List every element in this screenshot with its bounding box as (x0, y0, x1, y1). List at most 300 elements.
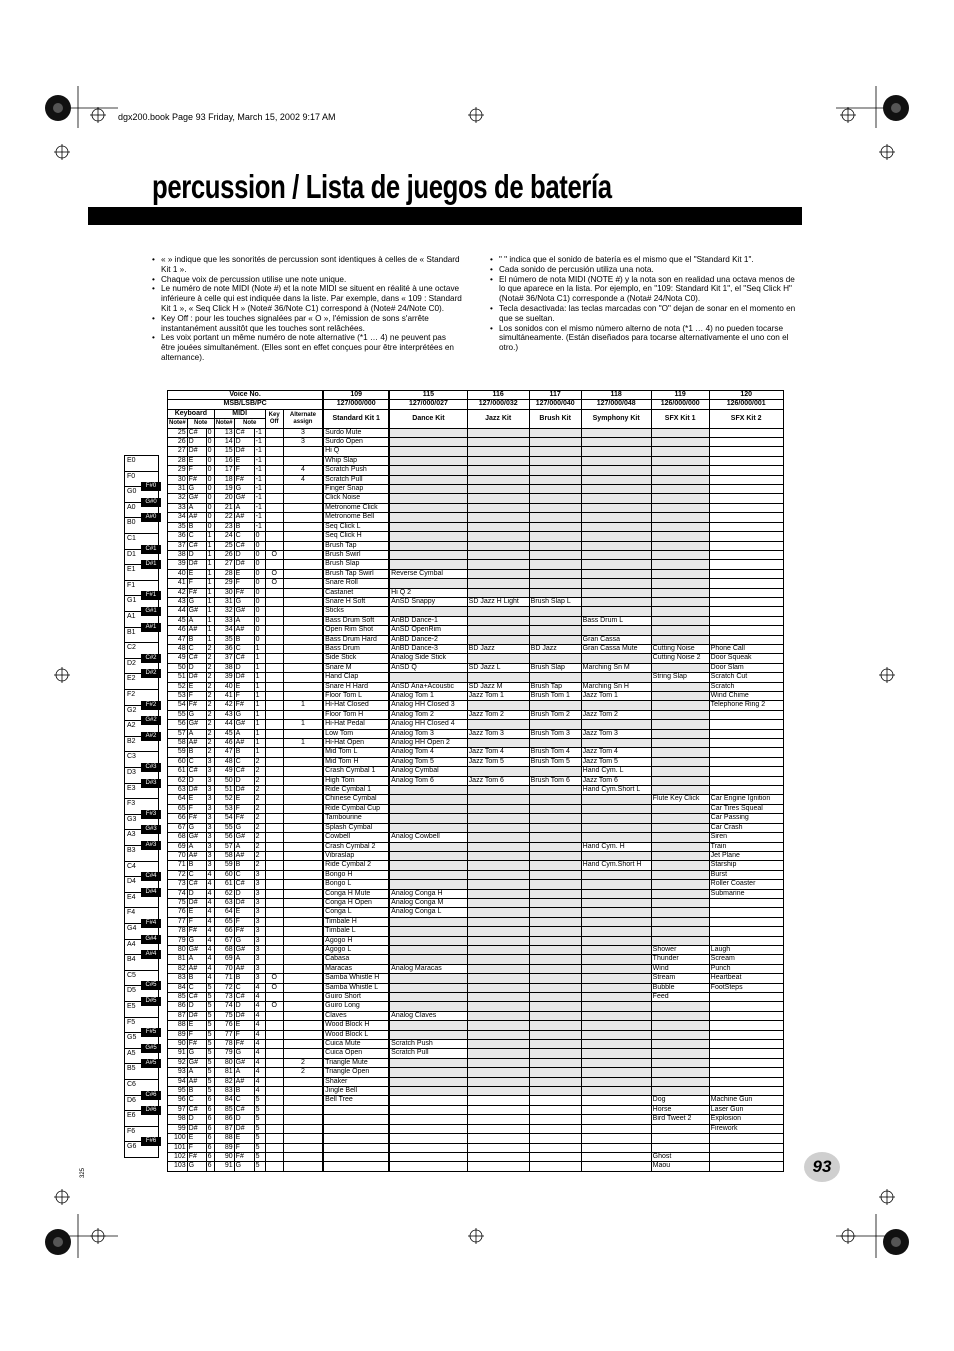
table-cell (467, 541, 529, 550)
table-cell (529, 438, 581, 447)
table-cell: Chinese Cymbal (323, 795, 389, 804)
table-cell: 84 (168, 983, 188, 992)
table-cell: 51 (214, 786, 234, 795)
table-cell: 1 (206, 569, 214, 578)
table-cell: F# (187, 927, 206, 936)
note-item: • " " indica que el sonido de batería es el mismo que el "Standard Kit 1". (490, 255, 800, 265)
table-cell: 68 (214, 945, 234, 954)
table-row (168, 833, 784, 842)
table-cell (529, 1068, 581, 1077)
table-cell: 3 (206, 814, 214, 823)
table-cell (265, 955, 283, 964)
table-cell: 36 (214, 644, 234, 653)
table-cell: C# (234, 880, 254, 889)
white-key: B3 (124, 845, 159, 862)
table-cell: 89 (214, 1143, 234, 1152)
table-row (168, 1058, 784, 1067)
kit-msb: 126/000/001 (709, 400, 783, 409)
table-cell: 3 (254, 927, 265, 936)
table-cell (581, 494, 651, 503)
table-cell: 0 (254, 560, 265, 569)
table-cell (581, 456, 651, 465)
table-cell (283, 748, 323, 757)
table-cell: Brush Tom 4 (529, 748, 581, 757)
table-cell: 48 (214, 757, 234, 766)
table-cell: Hand Clap (323, 673, 389, 682)
table-cell: 34 (168, 513, 188, 522)
table-cell: 3 (206, 776, 214, 785)
table-cell: B (234, 974, 254, 983)
table-cell: G# (187, 494, 206, 503)
table-cell (467, 635, 529, 644)
table-cell: Train (709, 842, 783, 851)
table-cell: B (187, 974, 206, 983)
table-cell (283, 964, 323, 973)
table-cell: 97 (168, 1105, 188, 1114)
table-cell: 1 (283, 739, 323, 748)
table-cell: 41 (214, 692, 234, 701)
black-key: D#4 (141, 888, 161, 897)
table-cell: Hi Q 2 (389, 588, 467, 597)
table-cell: 88 (168, 1021, 188, 1030)
table-cell: AnSD Ana+Acoustic (389, 682, 467, 691)
table-cell: 69 (168, 842, 188, 851)
table-cell (283, 1152, 323, 1161)
table-cell (265, 1058, 283, 1067)
table-cell (467, 936, 529, 945)
table-cell (265, 682, 283, 691)
table-cell (651, 786, 709, 795)
black-key: F#4 (141, 919, 161, 928)
table-row (168, 936, 784, 945)
table-cell (581, 1124, 651, 1133)
table-cell (389, 579, 467, 588)
table-cell (467, 560, 529, 569)
table-cell (265, 1152, 283, 1161)
table-cell (467, 955, 529, 964)
table-cell: 32 (214, 607, 234, 616)
table-cell: Reverse Cymbal (389, 569, 467, 578)
table-cell: 93 (168, 1068, 188, 1077)
table-cell: Finger Snap (323, 485, 389, 494)
table-cell: 4 (206, 974, 214, 983)
table-cell: Conga H Mute (323, 889, 389, 898)
table-cell: 0 (206, 428, 214, 437)
table-cell: 28 (214, 569, 234, 578)
table-cell (265, 456, 283, 465)
note-item: • « » indique que les sonorités de percussion sont identiques à celles de « Standard Kit 1 ». (152, 255, 462, 275)
table-cell: F# (234, 701, 254, 710)
table-cell: 4 (254, 993, 265, 1002)
table-cell (529, 739, 581, 748)
table-cell: Jazz Tom 4 (581, 748, 651, 757)
table-cell (651, 889, 709, 898)
white-key: F0 (124, 471, 159, 488)
table-cell: 2 (254, 757, 265, 766)
table-cell (529, 983, 581, 992)
table-cell: 44 (168, 607, 188, 616)
table-cell (389, 1002, 467, 1011)
table-cell (389, 1162, 467, 1171)
table-cell: C# (234, 541, 254, 550)
table-cell: Brush Swirl (323, 550, 389, 559)
table-cell: 5 (254, 1105, 265, 1114)
table-cell (265, 842, 283, 851)
table-cell: Thunder (651, 955, 709, 964)
table-cell: Gran Cassa (581, 635, 651, 644)
table-cell (581, 974, 651, 983)
table-cell: Scratch Push (323, 466, 389, 475)
table-cell: Jet Plane (709, 851, 783, 860)
table-cell: Analog Tom 3 (389, 729, 467, 738)
table-cell (389, 1143, 467, 1152)
table-cell: Bird Tweet 2 (651, 1115, 709, 1124)
table-cell: 90 (214, 1152, 234, 1161)
table-cell: 6 (206, 1162, 214, 1171)
table-cell: 4 (206, 936, 214, 945)
table-cell (709, 438, 783, 447)
table-cell (467, 1143, 529, 1152)
table-cell: 2 (283, 1068, 323, 1077)
table-row (168, 1068, 784, 1077)
table-cell: 49 (168, 654, 188, 663)
table-cell (467, 522, 529, 531)
table-cell: Agogo L (323, 945, 389, 954)
side-number: 325 (80, 1167, 86, 1178)
table-row (168, 870, 784, 879)
table-cell: G# (187, 945, 206, 954)
table-cell (529, 1124, 581, 1133)
table-cell (709, 428, 783, 437)
table-cell: Agogo H (323, 936, 389, 945)
black-key: C#3 (141, 763, 161, 772)
table-cell: O (265, 569, 283, 578)
table-cell: 80 (214, 1058, 234, 1067)
table-cell (581, 560, 651, 569)
table-cell: Flute Key Click (651, 795, 709, 804)
table-cell: 5 (206, 1068, 214, 1077)
table-cell (709, 739, 783, 748)
table-cell (581, 1040, 651, 1049)
table-cell (709, 1143, 783, 1152)
table-cell: 2 (206, 692, 214, 701)
table-cell: D (234, 438, 254, 447)
table-cell: 1 (254, 644, 265, 653)
table-cell (283, 485, 323, 494)
table-cell: B (187, 635, 206, 644)
table-cell (709, 447, 783, 456)
table-cell: Explosion (709, 1115, 783, 1124)
table-cell: 2 (254, 776, 265, 785)
table-cell (265, 1030, 283, 1039)
table-cell: 87 (214, 1124, 234, 1133)
black-key: A#5 (141, 1059, 161, 1068)
table-cell (651, 917, 709, 926)
table-cell: D# (187, 1011, 206, 1020)
table-cell (709, 1021, 783, 1030)
white-key: E1 (124, 564, 159, 581)
table-cell: Brush Tap Swirl (323, 569, 389, 578)
table-cell (265, 494, 283, 503)
table-cell (709, 776, 783, 785)
table-row (168, 692, 784, 701)
table-cell: F# (234, 814, 254, 823)
black-key: G#3 (141, 825, 161, 834)
table-cell: Bell Tree (323, 1096, 389, 1105)
table-cell: 101 (168, 1143, 188, 1152)
table-cell (529, 588, 581, 597)
table-cell (581, 955, 651, 964)
table-cell (581, 1087, 651, 1096)
table-cell (709, 579, 783, 588)
table-cell: C# (234, 1105, 254, 1114)
table-cell: Hand Cym.Short H (581, 861, 651, 870)
table-cell: C (187, 983, 206, 992)
table-cell (651, 1040, 709, 1049)
table-cell: 2 (254, 823, 265, 832)
table-cell: F# (234, 1152, 254, 1161)
table-cell: Maracas (323, 964, 389, 973)
table-cell (651, 851, 709, 860)
table-cell: Surdo Open (323, 438, 389, 447)
table-cell: 45 (214, 729, 234, 738)
table-cell (467, 673, 529, 682)
table-cell: 47 (214, 748, 234, 757)
table-cell: F# (187, 1040, 206, 1049)
black-key: C#2 (141, 654, 161, 663)
table-cell: E (234, 456, 254, 465)
table-cell: G (187, 485, 206, 494)
table-cell: 37 (168, 541, 188, 550)
table-cell: A# (234, 513, 254, 522)
table-cell (467, 1115, 529, 1124)
table-cell: O (265, 974, 283, 983)
table-cell (581, 588, 651, 597)
table-cell (389, 1077, 467, 1086)
header-alternate: Alternate assign (283, 409, 323, 428)
table-cell: 0 (206, 475, 214, 484)
table-cell (581, 438, 651, 447)
table-cell (265, 541, 283, 550)
table-cell: Scratch Push (389, 1040, 467, 1049)
table-cell: F# (234, 1040, 254, 1049)
table-cell: 5 (206, 1021, 214, 1030)
table-cell (529, 1058, 581, 1067)
kit-msb: 127/000/032 (467, 400, 529, 409)
table-cell: Jazz Tom 3 (581, 729, 651, 738)
table-cell: A# (234, 964, 254, 973)
table-row (168, 917, 784, 926)
table-cell: Brush Tap (529, 682, 581, 691)
table-cell: 0 (254, 597, 265, 606)
table-cell: Analog Maracas (389, 964, 467, 973)
table-cell (529, 1105, 581, 1114)
table-cell: 55 (214, 823, 234, 832)
table-row (168, 579, 784, 588)
table-cell (651, 456, 709, 465)
table-cell (709, 522, 783, 531)
white-key: G4 (124, 923, 159, 940)
table-cell (265, 588, 283, 597)
table-cell (467, 945, 529, 954)
table-cell: 26 (168, 438, 188, 447)
table-cell (709, 1087, 783, 1096)
table-cell: C# (234, 654, 254, 663)
table-cell: 1 (254, 701, 265, 710)
table-cell (283, 880, 323, 889)
table-cell: 1 (206, 588, 214, 597)
table-cell: 1 (206, 550, 214, 559)
table-cell (709, 503, 783, 512)
table-cell: 67 (168, 823, 188, 832)
table-cell: 75 (214, 1011, 234, 1020)
table-cell: O (265, 579, 283, 588)
table-cell (265, 522, 283, 531)
table-cell (265, 1162, 283, 1171)
table-cell (651, 776, 709, 785)
table-row (168, 1162, 784, 1171)
table-cell (581, 804, 651, 813)
table-cell (467, 616, 529, 625)
table-row (168, 757, 784, 766)
table-cell: D# (187, 673, 206, 682)
table-cell: C# (187, 654, 206, 663)
table-cell (389, 1030, 467, 1039)
white-key: D1 (124, 549, 159, 566)
black-key: G#4 (141, 935, 161, 944)
table-cell: D# (187, 447, 206, 456)
table-cell: A (234, 955, 254, 964)
table-cell: 43 (168, 597, 188, 606)
table-cell (467, 1068, 529, 1077)
table-cell (389, 447, 467, 456)
table-cell (709, 635, 783, 644)
table-cell: 64 (168, 795, 188, 804)
white-key: D4 (124, 876, 159, 893)
table-cell (651, 729, 709, 738)
table-cell: E (234, 569, 254, 578)
table-cell: Car Passing (709, 814, 783, 823)
table-row (168, 494, 784, 503)
table-cell: F (234, 804, 254, 813)
table-cell (581, 503, 651, 512)
table-cell: 39 (214, 673, 234, 682)
table-cell (709, 550, 783, 559)
table-cell (651, 663, 709, 672)
table-cell: 4 (206, 964, 214, 973)
table-cell: Brush Tom 2 (529, 710, 581, 719)
table-cell (529, 795, 581, 804)
table-cell (283, 494, 323, 503)
table-cell: G (187, 1049, 206, 1058)
table-cell: 5 (206, 1087, 214, 1096)
table-cell (651, 739, 709, 748)
table-cell: B (234, 1087, 254, 1096)
table-cell: 63 (214, 898, 234, 907)
page-title: percussion / Lista de juegos de batería (152, 168, 612, 205)
table-cell (709, 898, 783, 907)
table-row (168, 983, 784, 992)
table-cell (709, 757, 783, 766)
table-row (168, 767, 784, 776)
table-cell: 0 (206, 513, 214, 522)
table-cell: Metronome Click (323, 503, 389, 512)
table-cell: 0 (254, 626, 265, 635)
white-key: F3 (124, 798, 159, 815)
table-cell: 2 (206, 682, 214, 691)
black-key: A#0 (141, 513, 161, 522)
table-cell: 2 (254, 814, 265, 823)
black-key: F#2 (141, 701, 161, 710)
table-cell (651, 682, 709, 691)
table-cell (651, 804, 709, 813)
table-cell (265, 428, 283, 437)
table-cell (467, 456, 529, 465)
table-cell (467, 438, 529, 447)
table-cell: 3 (254, 945, 265, 954)
table-cell (283, 692, 323, 701)
table-cell (467, 1002, 529, 1011)
table-cell: 34 (214, 626, 234, 635)
table-cell: Cutting Noise 2 (651, 654, 709, 663)
table-cell: D# (187, 898, 206, 907)
table-cell (265, 1077, 283, 1086)
white-key: A1 (124, 611, 159, 628)
table-cell: Brush Slap (529, 663, 581, 672)
table-cell (283, 993, 323, 1002)
kit-name: Symphony Kit (581, 409, 651, 428)
table-cell: Hand Cym.Short L (581, 786, 651, 795)
table-row (168, 720, 784, 729)
table-cell: 50 (168, 663, 188, 672)
table-cell (709, 1040, 783, 1049)
table-cell (651, 579, 709, 588)
kit-name: SFX Kit 2 (709, 409, 783, 428)
table-cell: Cabasa (323, 955, 389, 964)
table-cell: D# (234, 447, 254, 456)
table-cell: High Tom (323, 776, 389, 785)
table-cell: 91 (168, 1049, 188, 1058)
table-cell (265, 1115, 283, 1124)
table-cell: B (234, 748, 254, 757)
table-cell (581, 795, 651, 804)
table-cell: 6 (206, 1115, 214, 1124)
white-key: A3 (124, 829, 159, 846)
table-cell (283, 974, 323, 983)
table-cell (529, 1087, 581, 1096)
table-cell: G# (234, 720, 254, 729)
table-cell: 32 (168, 494, 188, 503)
table-cell: 3 (254, 964, 265, 973)
table-cell (529, 541, 581, 550)
table-cell: 23 (214, 522, 234, 531)
table-cell (467, 579, 529, 588)
table-cell (651, 720, 709, 729)
table-cell (265, 804, 283, 813)
table-cell (581, 927, 651, 936)
table-cell: 1 (254, 710, 265, 719)
table-cell (529, 955, 581, 964)
table-cell (709, 936, 783, 945)
table-cell: E (187, 569, 206, 578)
black-key: A#3 (141, 841, 161, 850)
table-cell (283, 550, 323, 559)
table-cell (529, 1030, 581, 1039)
table-cell: 72 (168, 870, 188, 879)
table-cell: 4 (254, 983, 265, 992)
table-cell (709, 748, 783, 757)
table-cell: A# (234, 1077, 254, 1086)
